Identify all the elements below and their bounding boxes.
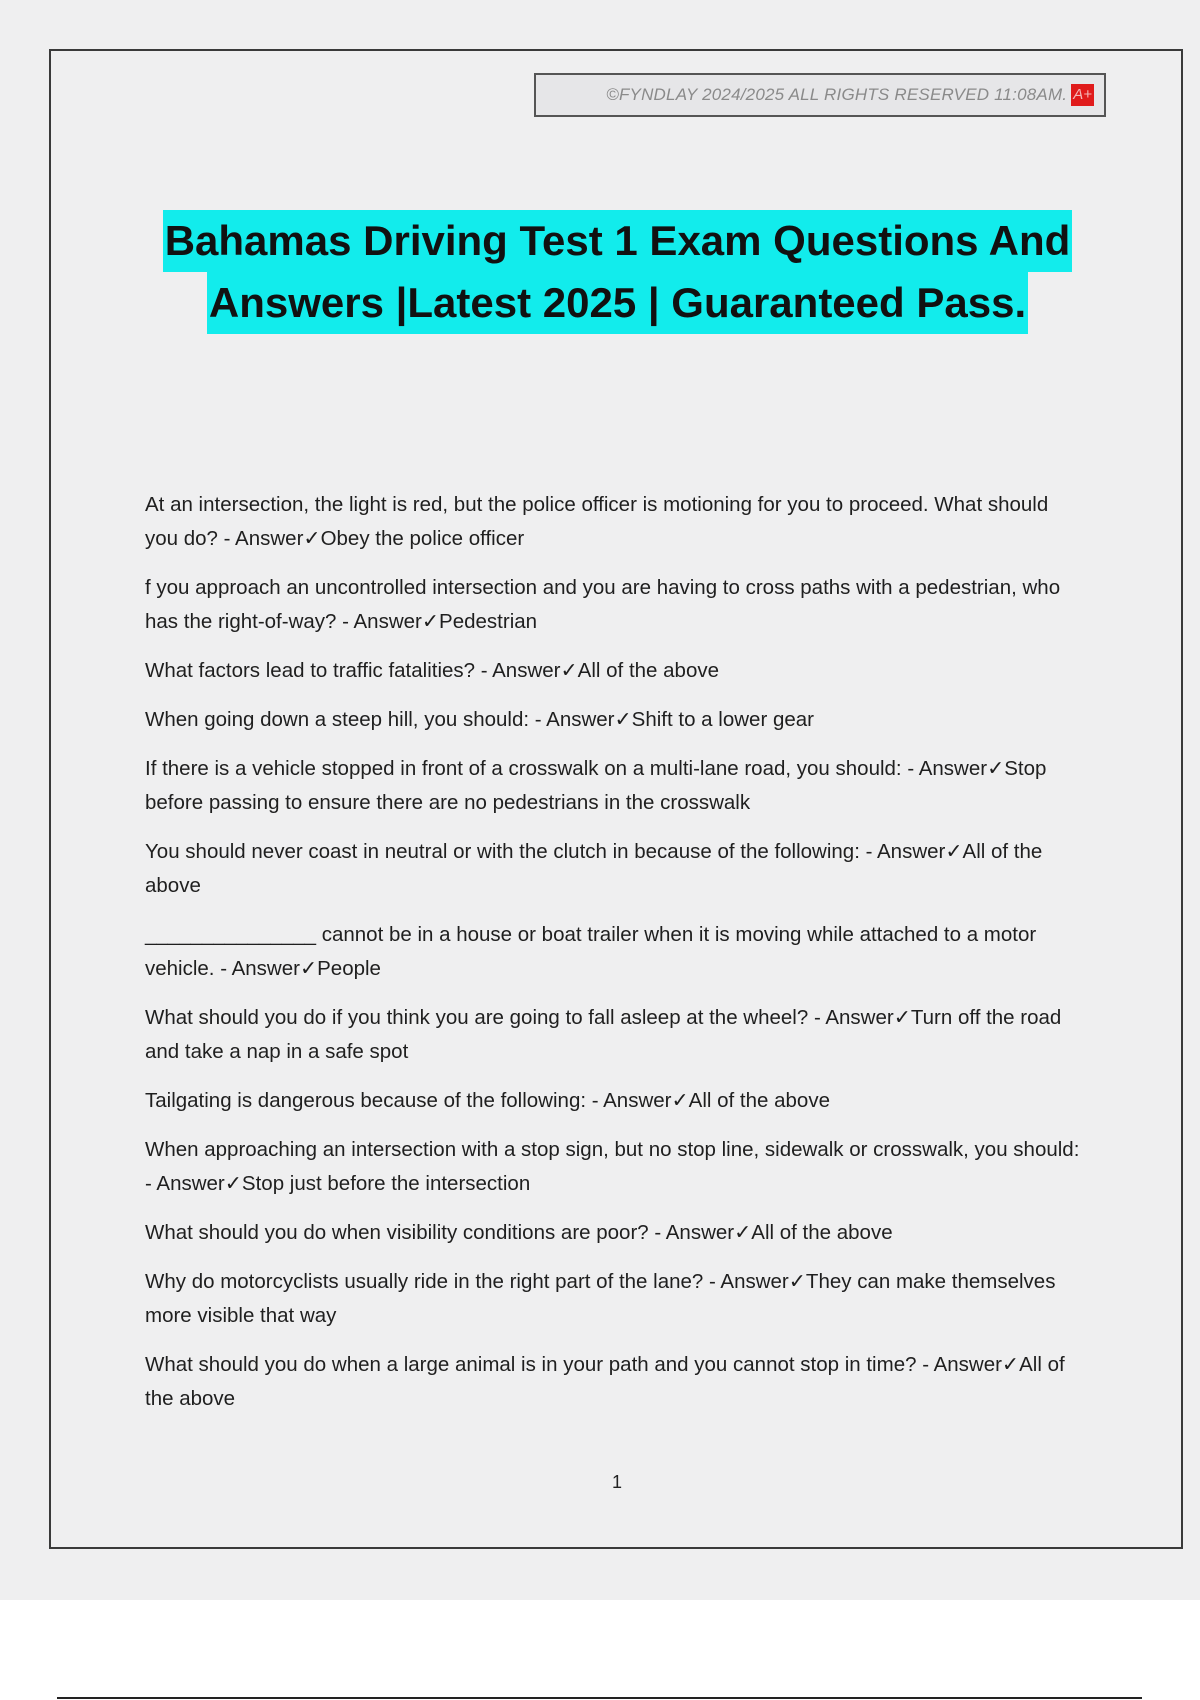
- page-number: 1: [611, 1472, 622, 1492]
- qa-item: Tailgating is dangerous because of the following: - Answer✓All of the above: [145, 1089, 830, 1112]
- qa-item: Why do motorcyclists usually ride in the right part of the lane? - Answer✓They can make themselves more visible that way: [145, 1270, 1056, 1327]
- copyright-text: ©FYNDLAY 2024/2025 ALL RIGHTS RESERVED 11:08AM.: [606, 85, 1068, 104]
- qa-item: What should you do when a large animal is in your path and you cannot stop in time? - Answer✓All of the above: [145, 1353, 1065, 1410]
- copyright-header: [534, 73, 1106, 117]
- grade-badge: A+: [1071, 84, 1094, 106]
- document-title: [60, 210, 1175, 334]
- qa-item: You should never coast in neutral or with the clutch in because of the following: - Answer✓All of the above: [145, 840, 1043, 897]
- question-answer-list: [145, 488, 1085, 1431]
- qa-item: f you approach an uncontrolled intersection and you are having to cross paths with a pedestrian, who has the right-of-way? - Answer✓Pedestrian: [145, 576, 1061, 633]
- qa-item: What should you do when visibility conditions are poor? - Answer✓All of the above: [145, 1221, 893, 1244]
- title-line-2: Answers |Latest 2025 | Guaranteed Pass.: [207, 272, 1028, 334]
- qa-item: _______________ cannot be in a house or boat trailer when it is moving while attached to a motor vehicle. - Answer✓People: [145, 923, 1037, 980]
- next-page-divider: [57, 1697, 1142, 1699]
- qa-item: What factors lead to traffic fatalities? - Answer✓All of the above: [145, 659, 719, 682]
- qa-item: What should you do if you think you are going to fall asleep at the wheel? - Answer✓Turn off the road and take a nap in a safe spot: [145, 1006, 1062, 1063]
- title-line-1: Bahamas Driving Test 1 Exam Questions And: [163, 210, 1073, 272]
- qa-item: At an intersection, the light is red, but the police officer is motioning for you to proceed. What should you do? - Answer✓Obey the police officer: [145, 493, 1049, 550]
- qa-item: When approaching an intersection with a stop sign, but no stop line, sidewalk or crosswalk, you should: - Answer✓Stop just before the intersection: [145, 1138, 1080, 1195]
- qa-item: When going down a steep hill, you should: - Answer✓Shift to a lower gear: [145, 708, 814, 731]
- qa-item: If there is a vehicle stopped in front of a crosswalk on a multi-lane road, you should: - Answer✓Stop before passing to ensure there are no pedestrians in the crosswalk: [145, 757, 1047, 814]
